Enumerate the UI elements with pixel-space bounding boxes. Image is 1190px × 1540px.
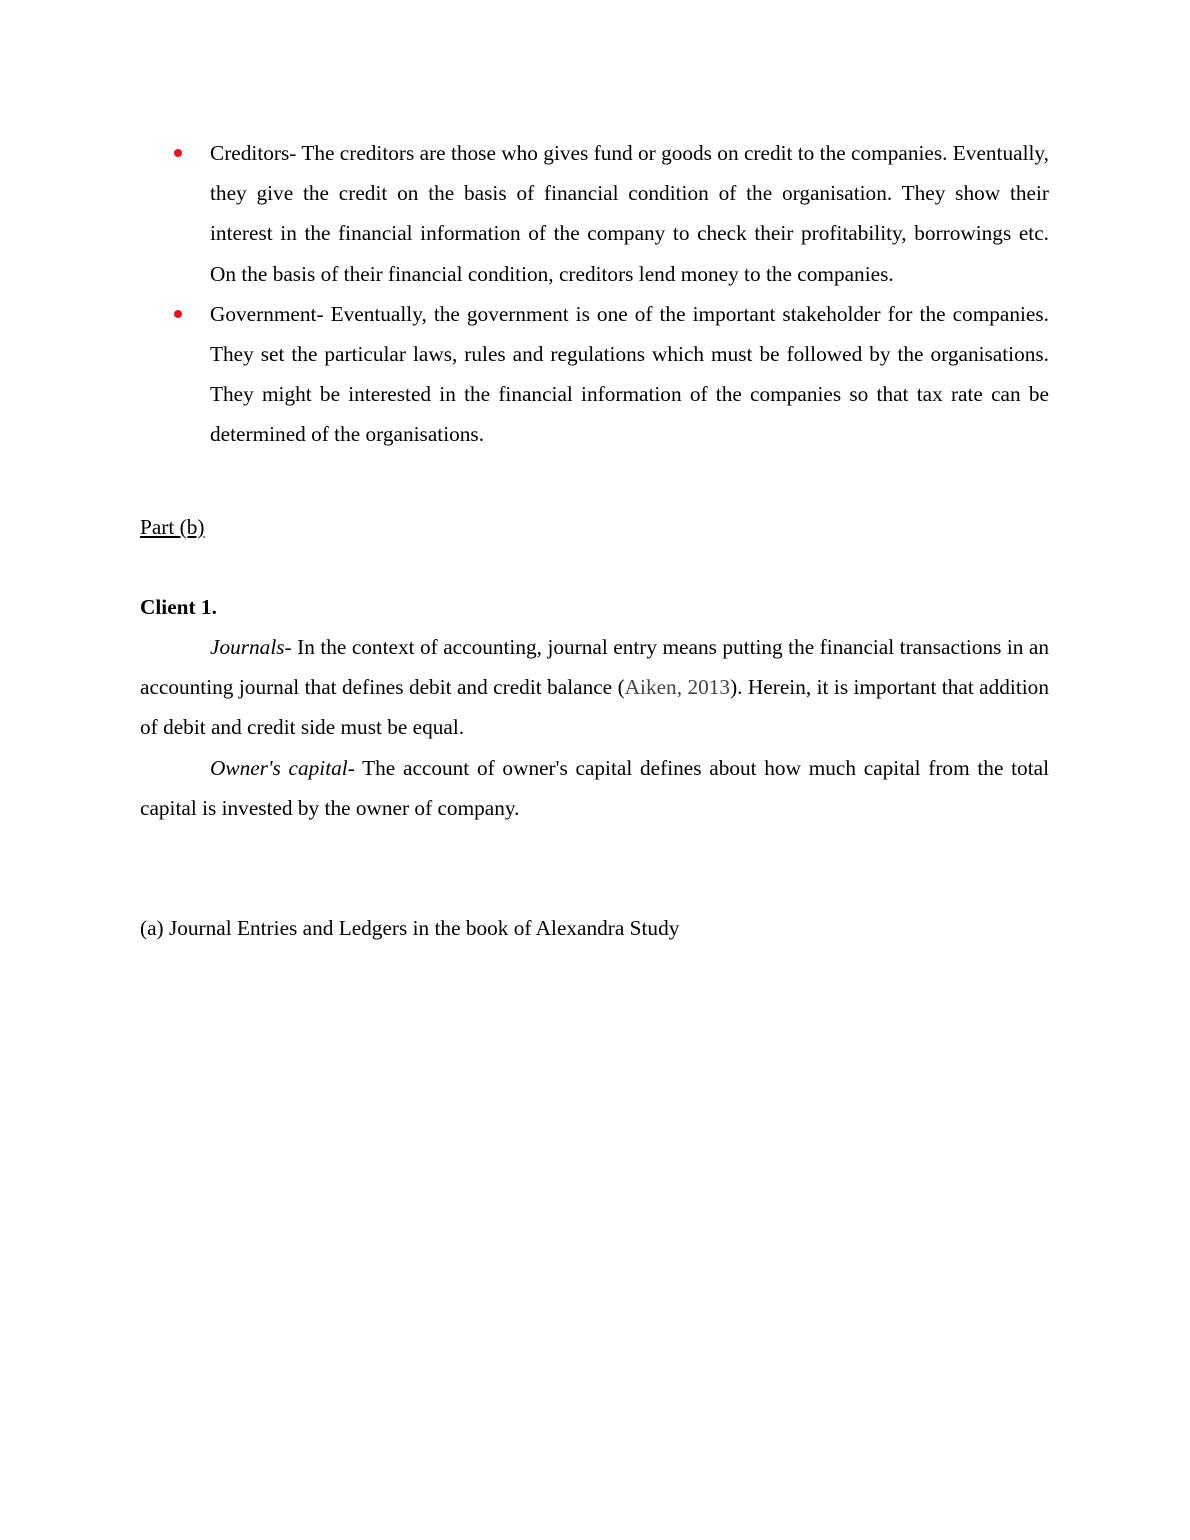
owners-capital-text: - The account of owner's capital defines about how much capital from the total capital is invested by the owner of company. <box>140 755 1049 820</box>
stakeholder-list <box>140 133 1049 455</box>
list-item-government <box>140 294 1049 455</box>
list-item-creditors <box>140 133 1049 294</box>
journals-text-before: - In the context of accounting, journal entry means putting the financial transactions in an accounting journal that defines debit and credit balance ( <box>140 635 1049 700</box>
government-text: Government- Eventually, the government is one of the important stakeholder for the companies. They set the particular laws, rules and regulations which must be followed by the organisations. They might be interested in the financial information of the companies so that tax rate can be determined of the organisations. <box>210 301 1049 447</box>
citation-link: Aiken, 2013 <box>624 675 731 700</box>
table-caption: (a) Journal Entries and Ledgers in the book of Alexandra Study <box>140 916 680 941</box>
document-page <box>140 133 1049 948</box>
journals-paragraph <box>140 627 1049 748</box>
owners-capital-term: Owner's capital <box>210 755 348 780</box>
part-b-heading: Part (b) <box>140 514 205 539</box>
journals-term: Journals <box>210 635 285 660</box>
client-heading: Client 1. <box>140 594 217 619</box>
bullet-icon <box>174 149 182 157</box>
creditors-text: Creditors- The creditors are those who gives fund or goods on credit to the companies. Eventually, they give the credit on the basis of financial condition of the organisation. They show their interest in the financial information of the company to check their profitability, borrowings etc. On the basis of their financial condition, creditors lend money to the companies. <box>210 141 1049 286</box>
owners-capital-paragraph <box>140 748 1049 828</box>
journals-text-after: ). Herein, it is important that addition of debit and credit side must be equal. <box>140 675 1049 740</box>
bullet-icon <box>174 310 182 318</box>
